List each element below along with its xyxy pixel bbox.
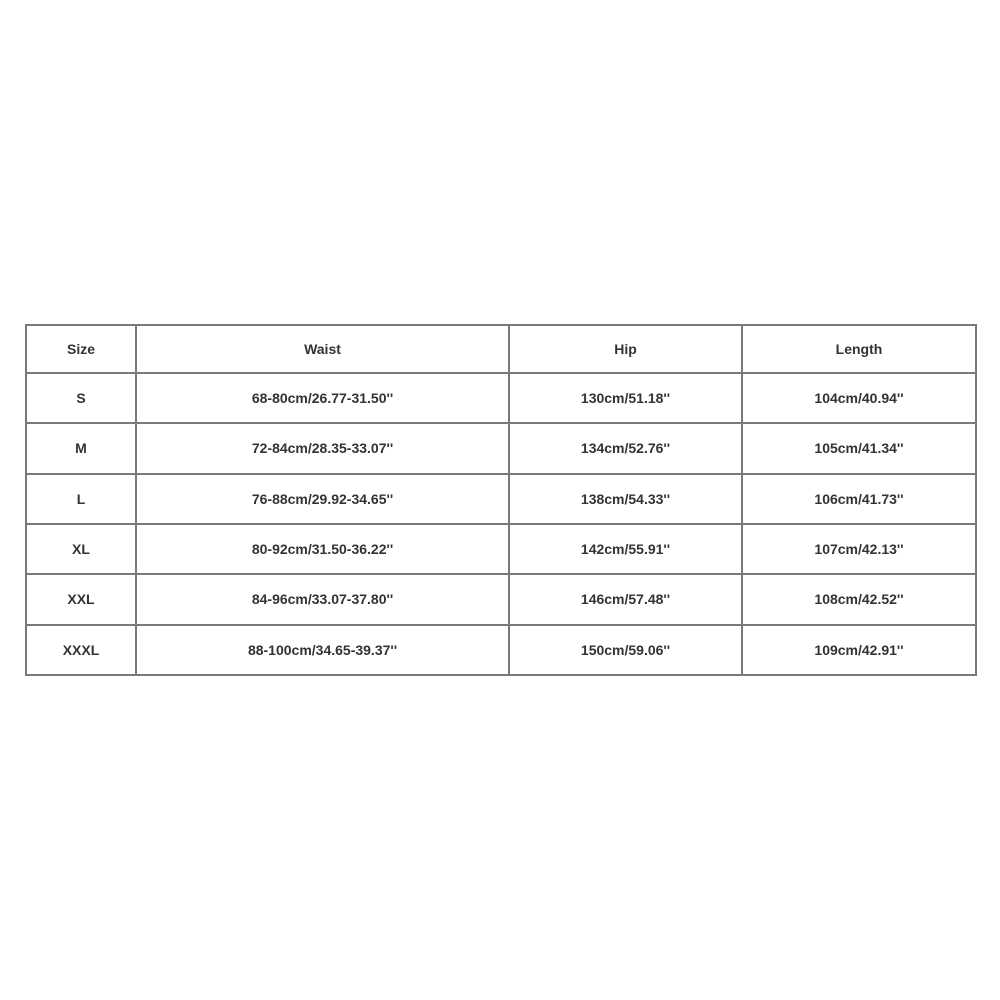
cell-size: L	[26, 474, 136, 524]
cell-length: 105cm/41.34''	[742, 423, 976, 473]
header-waist: Waist	[136, 325, 509, 373]
table-row	[26, 524, 976, 574]
cell-waist: 88-100cm/34.65-39.37''	[136, 625, 509, 675]
cell-size: M	[26, 423, 136, 473]
size-chart-table	[25, 324, 977, 676]
cell-size: XL	[26, 524, 136, 574]
cell-size: XXL	[26, 574, 136, 624]
cell-hip: 130cm/51.18''	[509, 373, 742, 423]
table-row	[26, 423, 976, 473]
cell-size: S	[26, 373, 136, 423]
cell-waist: 80-92cm/31.50-36.22''	[136, 524, 509, 574]
cell-waist: 72-84cm/28.35-33.07''	[136, 423, 509, 473]
table-row	[26, 474, 976, 524]
cell-waist: 76-88cm/29.92-34.65''	[136, 474, 509, 524]
cell-length: 109cm/42.91''	[742, 625, 976, 675]
header-size: Size	[26, 325, 136, 373]
table-row	[26, 373, 976, 423]
cell-waist: 68-80cm/26.77-31.50''	[136, 373, 509, 423]
cell-hip: 138cm/54.33''	[509, 474, 742, 524]
cell-hip: 146cm/57.48''	[509, 574, 742, 624]
cell-hip: 134cm/52.76''	[509, 423, 742, 473]
table-header-row	[26, 325, 976, 373]
cell-length: 106cm/41.73''	[742, 474, 976, 524]
cell-length: 107cm/42.13''	[742, 524, 976, 574]
cell-size: XXXL	[26, 625, 136, 675]
cell-waist: 84-96cm/33.07-37.80''	[136, 574, 509, 624]
cell-hip: 142cm/55.91''	[509, 524, 742, 574]
header-hip: Hip	[509, 325, 742, 373]
table-row	[26, 625, 976, 675]
header-length: Length	[742, 325, 976, 373]
cell-length: 108cm/42.52''	[742, 574, 976, 624]
table-row	[26, 574, 976, 624]
cell-length: 104cm/40.94''	[742, 373, 976, 423]
cell-hip: 150cm/59.06''	[509, 625, 742, 675]
